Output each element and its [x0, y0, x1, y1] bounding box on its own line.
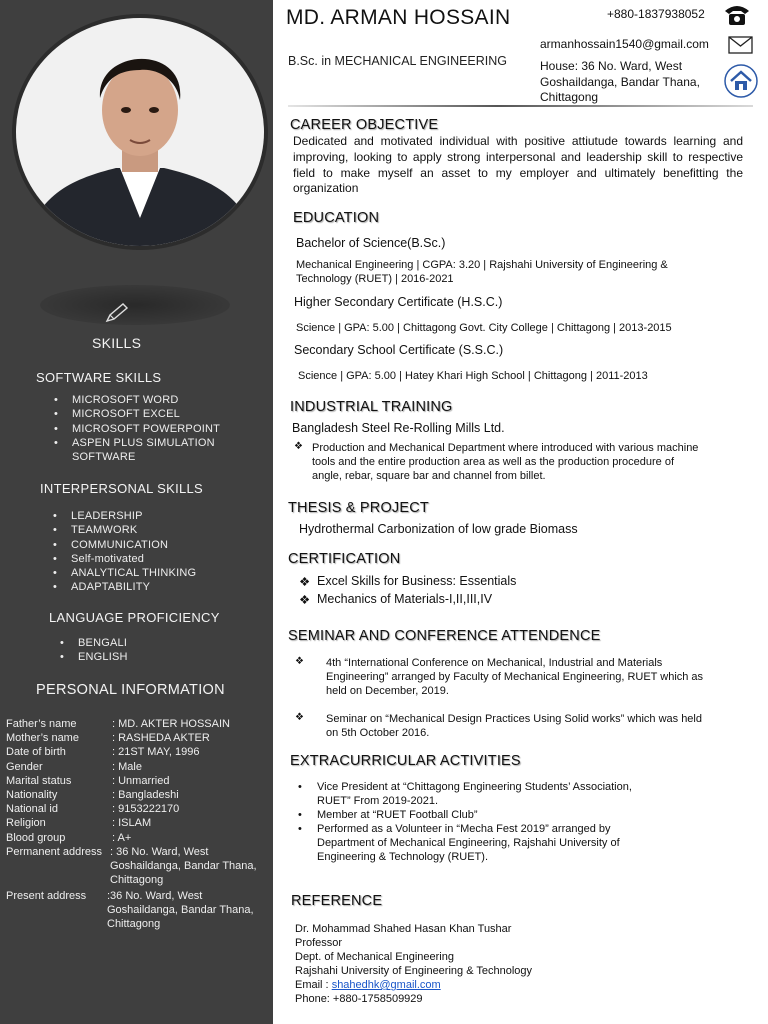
list-item: • Self-motivated [71, 552, 251, 566]
hsc-title: Higher Secondary Certificate (H.S.C.) [294, 295, 503, 309]
pi-label: Blood group [6, 831, 66, 844]
pi-value: : ISLAM [112, 817, 152, 830]
bullet-icon: • [298, 781, 302, 793]
sidebar [0, 0, 273, 1024]
hsc-detail: Science | GPA: 5.00 | Chittagong Govt. City College | Chittagong | 2013-2015 [296, 322, 672, 334]
extracurricular-item: Vice President at “Chittagong Engineering Students’ Association, RUET” From 2019-2021. [317, 781, 632, 807]
seminar-heading: SEMINAR AND CONFERENCE ATTENDENCE [288, 628, 601, 644]
home-address: House: 36 No. Ward, West Goshaildanga, Bandar Thana, Chittagong [540, 59, 700, 104]
list-item: • MICROSOFT WORD [72, 393, 252, 407]
list-item: • TEAMWORK [71, 523, 251, 537]
reference-email-row [295, 978, 441, 992]
seminar-item: Seminar on “Mechanical Design Practices Using Solid works” which was held on 5th October 2016. [326, 713, 702, 739]
pi-label: Nationality [6, 789, 58, 801]
extracurricular-heading: EXTRACURRICULAR ACTIVITIES [290, 753, 521, 769]
degree: B.Sc. in MECHANICAL ENGINEERING [288, 54, 508, 68]
pi-label: National id [6, 803, 58, 816]
pi-value: : Unmarried [112, 774, 170, 787]
list-item: • ENGLISH [78, 650, 228, 664]
pen-icon [104, 302, 130, 324]
industrial-training-heading: INDUSTRIAL TRAINING [290, 399, 453, 415]
pi-label: Father’s name [6, 718, 77, 730]
software-skills-heading: SOFTWARE SKILLS [36, 370, 162, 385]
reference-dept: Dept. of Mechanical Engineering [295, 951, 454, 963]
interpersonal-skills-heading: INTERPERSONAL SKILLS [40, 481, 204, 496]
pi-label: Religion [6, 817, 46, 830]
pi-label: Mother’s name [6, 732, 79, 745]
list-item: • BENGALI [78, 636, 228, 650]
certification-item: Mechanics of Materials-I,II,III,IV [317, 592, 493, 606]
thesis-text: Hydrothermal Carbonization of low grade Biomass [299, 522, 578, 536]
list-item: • ADAPTABILITY [71, 580, 251, 594]
phone-number: +880-1837938052 [607, 7, 705, 21]
list-item: • LEADERSHIP [71, 509, 251, 523]
reference-name: Dr. Mohammad Shahed Hasan Khan Tushar [295, 923, 512, 935]
list-item: • ANALYTICAL THINKING [71, 566, 251, 580]
list-item: • MICROSOFT POWERPOINT [72, 422, 252, 436]
interpersonal-skills-list [71, 509, 251, 595]
reference-email-label: Email : [295, 979, 329, 991]
present-address-label: Present address [6, 890, 87, 902]
pi-value: : Male [112, 760, 142, 773]
training-detail: Production and Mechanical Department where introduced with various machine tools and the entire production area as well as the production procedure of angle, rebar, square bar and channel from billet. [312, 442, 699, 482]
home-icon [724, 64, 758, 98]
software-skills-list [72, 393, 252, 464]
career-objective-text: Dedicated and motivated individual with positive attiutude towards learning and improving, looking to apply strong interpersonal and leadership skill to respective field to make myself an asset to my employer and ultimately benefitting the organization [293, 134, 743, 196]
pi-value: : RASHEDA AKTER [112, 732, 210, 745]
language-list [78, 636, 228, 665]
language-heading: LANGUAGE PROFICIENCY [49, 610, 220, 625]
certification-heading: CERTIFICATION [288, 551, 401, 567]
email-address[interactable]: armanhossain1540@gmail.com [540, 37, 709, 51]
envelope-icon [728, 36, 753, 54]
education-heading: EDUCATION [293, 210, 380, 226]
candidate-name: MD. ARMAN HOSSAIN [286, 6, 511, 29]
list-item: • MICROSOFT EXCEL [72, 407, 252, 421]
thesis-heading: THESIS & PROJECT [288, 500, 429, 516]
bsc-title: Bachelor of Science(B.Sc.) [296, 236, 446, 250]
reference-email-link[interactable]: shahedhk@gmail.com [331, 979, 441, 991]
list-item: • ASPEN PLUS SIMULATION SOFTWARE [72, 436, 252, 465]
pi-label: Marital status [6, 774, 72, 787]
pi-value: : Bangladeshi [112, 789, 179, 801]
reference-heading: REFERENCE [291, 893, 383, 909]
cert-bullet-icon: ❖ [299, 593, 311, 607]
reference-phone: Phone: +880-1758509929 [295, 993, 423, 1005]
bsc-detail: Mechanical Engineering | CGPA: 3.20 | Rajshahi University of Engineering & Technology (RUET) | 2016-2021 [296, 259, 668, 285]
bullet-icon: • [298, 823, 302, 835]
pi-label: Gender [6, 760, 43, 773]
seminar-item: 4th “International Conference on Mechanical, Industrial and Materials Engineering” arranged by Faculty of Mechanical Engineering, RUET which as held on December, 2019. [326, 657, 704, 697]
pi-label: Date of birth [6, 746, 66, 759]
cert-bullet-icon: ❖ [299, 575, 311, 589]
ssc-title: Secondary School Certificate (S.S.C.) [294, 343, 504, 357]
divider-shadow [40, 285, 230, 325]
permanent-address-label: Permanent address [6, 845, 102, 858]
header-divider [288, 105, 753, 107]
pi-value: : A+ [112, 831, 132, 844]
pi-value: : 9153222170 [112, 803, 180, 816]
extracurricular-item: Member at “RUET Football Club” [317, 809, 478, 821]
list-item: • COMMUNICATION [71, 538, 251, 552]
main-content [273, 0, 768, 1024]
diamond-bullet-icon: ❖ [295, 712, 304, 723]
diamond-bullet-icon: ❖ [294, 441, 303, 452]
profile-photo [12, 14, 268, 250]
bullet-icon: • [298, 809, 302, 821]
skills-heading: SKILLS [92, 335, 142, 351]
ssc-detail: Science | GPA: 5.00 | Hatey Khari High School | Chittagong | 2011-2013 [298, 370, 648, 382]
pi-value: : 21ST MAY, 1996 [112, 746, 200, 759]
extracurricular-item: Performed as a Volunteer in “Mecha Fest 2019” arranged by Department of Mechanical Engineering, Rajshahi University of Engineering & Technology (RUET). [317, 823, 620, 863]
certification-item: Excel Skills for Business: Essentials [317, 574, 517, 588]
telephone-icon [723, 3, 751, 27]
career-objective-heading: CAREER OBJECTIVE [290, 117, 439, 133]
reference-university: Rajshahi University of Engineering & Technology [295, 965, 533, 977]
training-company: Bangladesh Steel Re-Rolling Mills Ltd. [292, 421, 505, 435]
permanent-address-value: : 36 No. Ward, West Goshaildanga, Bandar Thana, Chittagong [110, 845, 257, 887]
personal-info-heading: PERSONAL INFORMATION [36, 682, 225, 698]
pi-value: : MD. AKTER HOSSAIN [112, 718, 230, 730]
diamond-bullet-icon: ❖ [295, 656, 304, 667]
reference-position: Professor [295, 937, 343, 949]
present-address-value: :36 No. Ward, West Goshaildanga, Bandar Thana, Chittagong [107, 890, 254, 931]
